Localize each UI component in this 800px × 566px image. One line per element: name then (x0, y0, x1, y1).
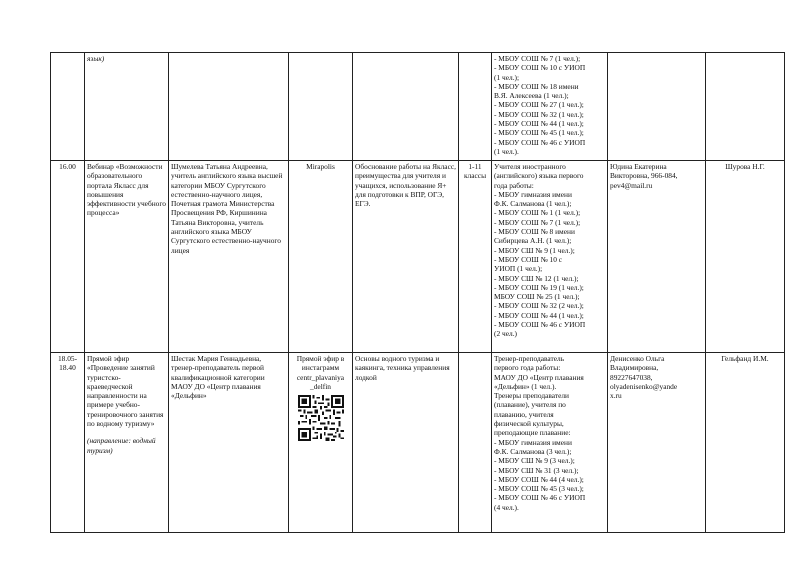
participant-line: - МБОУ гимназия имени (494, 437, 572, 447)
platform-cell (289, 353, 353, 533)
participant-line: Ф.К. Салманова (3 чел.); (494, 446, 572, 456)
table-row (51, 161, 785, 353)
participant-line: первого года работы: (494, 363, 561, 373)
grade-cell (459, 161, 492, 353)
participant-line: - МБОУ СОШ № 44 (4 чел.); (494, 474, 584, 484)
contact-cell (608, 161, 706, 353)
platform-text: _delfin (310, 381, 331, 391)
participant-line: (1 чел.); (494, 72, 520, 82)
contact-cell (608, 353, 706, 533)
participant-line: - МБОУ СШ № 9 (3 чел.); (494, 456, 575, 466)
table-row (51, 353, 785, 533)
event-title: Прямой эфир «Проведение занятий туристско-краеведческой направленности на примере учебно-тренировочного занятия по водному туризму» (87, 354, 164, 429)
participant-line: плаванию, учителя (494, 409, 554, 419)
contact-cell (608, 53, 706, 161)
participant-line: - МБОУ СОШ № 46 с УИОП (494, 137, 586, 147)
participant-line: (английского) языка первого (494, 171, 584, 181)
time-text: 16.00 (59, 162, 76, 171)
speaker-text: Шестак Мария Геннадьевна, тренер-преподаватель первой квалификационной категории МАОУ ДО «Центр плавания «Дельфин» (171, 354, 265, 401)
participant-line: - МБОУ СОШ № 10 с (494, 254, 563, 264)
time-cell (51, 353, 85, 533)
grade-cell (459, 53, 492, 161)
participant-line: - МБОУ СОШ № 19 (1 чел.); (494, 282, 584, 292)
participant-line: - МБОУ СОШ № 1 (1 чел.); (494, 208, 581, 218)
participant-line: - МБОУ СОШ № 7 (1 чел.); (494, 54, 581, 63)
participant-line: (плавание), учителя по (494, 400, 566, 410)
participant-line: - МБОУ СОШ № 8 имени (494, 227, 575, 237)
responsible-cell (706, 353, 785, 533)
participant-line: - МБОУ СОШ № 45 (1 чел.); (494, 128, 584, 138)
participant-line: Сибирцева А.Н. (1 чел.); (494, 236, 572, 246)
participant-line: (2 чел.) (494, 329, 517, 339)
time-cell (51, 53, 85, 161)
participant-line: - МБОУ СШ № 9 (1 чел.); (494, 245, 575, 255)
participant-line: Тренер-преподаватель (494, 354, 565, 363)
responsible-text: Шурова Н.Г. (725, 162, 765, 171)
participant-line: МАОУ ДО «Центр плавания (494, 372, 584, 382)
table-row (51, 53, 785, 161)
participant-line: - МБОУ СОШ № 32 (2 чел.); (494, 301, 584, 311)
participant-line: В.Я. Алексеева (1 чел.); (494, 91, 569, 101)
participant-line: - МБОУ СОШ № 44 (1 чел.); (494, 310, 584, 320)
event-tail-text: язык) (87, 54, 105, 63)
grade-text: 1-11 классы (463, 162, 487, 181)
speaker-cell (169, 161, 289, 353)
participant-line: преподающие плавание: (494, 428, 571, 438)
participant-line: - МБОУ гимназия имени (494, 189, 572, 199)
platform-text: инстаграмм (301, 363, 340, 373)
grade-cell (459, 353, 492, 533)
participants-cell (492, 161, 608, 353)
participant-line: - МБОУ СОШ № 46 с УИОП (494, 493, 586, 503)
platform-cell (289, 53, 353, 161)
topic-cell (353, 353, 459, 533)
platform-text: Mirapolis (306, 162, 335, 171)
time-text: 18.05- (57, 354, 78, 363)
topic-text: Обоснование работы на Якласс, преимущества для учителя и учащихся, использование Я+ для подготовки к ВПР, ОГЭ, ЕГЭ. (355, 162, 456, 209)
speaker-text: Шумелева Татьяна Андреевна, учитель английского языка высшей категории МБОУ Сургутского естественно-научного лицея, Почетная грамота Министерства Просвещения РФ, Киршинина Татьяна Викторовна, учитель английского языка МБОУ Сургутского естественно-научного лицея (171, 162, 283, 255)
platform-cell (289, 161, 353, 353)
participant-line: Учителя иностранного (494, 162, 566, 171)
event-title: Вебинар «Возможности образовательного портала Якласс для повышения эффективности учебного процесса» (87, 162, 166, 218)
platform-text: Прямой эфир в (296, 354, 345, 363)
participants-cell (492, 53, 608, 161)
participant-line: (1 чел.). (494, 146, 519, 156)
participant-line: «Дельфин» (1 чел.). (494, 381, 557, 391)
qr-code-icon (298, 395, 344, 441)
participant-line: МБОУ СОШ № 25 (1 чел.); (494, 292, 580, 302)
event-cell (85, 353, 169, 533)
participant-line: Тренеры преподаватели (494, 391, 569, 401)
participants-cell (492, 353, 608, 533)
contact-text: Денисенко Ольга (610, 354, 665, 363)
participant-line: - МБОУ СОШ № 44 (1 чел.); (494, 119, 584, 129)
schedule-table (50, 52, 785, 533)
topic-cell (353, 161, 459, 353)
event-direction-note: (направление: водный туризм) (87, 436, 156, 455)
participant-line: - МБОУ СОШ № 7 (1 чел.); (494, 217, 581, 227)
responsible-text: Гельфанд И.М. (721, 354, 769, 363)
event-cell (85, 161, 169, 353)
participant-line: - МБОУ СОШ № 45 (3 чел.); (494, 484, 584, 494)
contact-text: 89227647038, (610, 372, 653, 382)
speaker-cell (169, 353, 289, 533)
responsible-cell (706, 161, 785, 353)
participant-line: - МБОУ СШ № 12 (1 чел.); (494, 273, 579, 283)
time-cell (51, 161, 85, 353)
participant-line: - МБОУ СОШ № 46 с УИОП (494, 320, 586, 330)
time-text: 18.40 (59, 363, 76, 373)
topic-text: Основы водного туризма и каякинга, техника управления лодкой (355, 354, 450, 382)
contact-email[interactable]: x.ru (610, 391, 622, 401)
participant-line: физической культуры, (494, 419, 564, 429)
participant-line: года работы: (494, 180, 534, 190)
participant-line: - МБОУ СОШ № 18 имени (494, 81, 579, 91)
contact-email[interactable]: olyadenisenko@yande (610, 381, 678, 391)
participant-line: - МБОУ СОШ № 10 с УИОП (494, 63, 586, 73)
participant-line: (4 чел.). (494, 502, 519, 512)
contact-text: Юдина Екатерина Викторовна, 966-084, pev4@mail.ru (610, 162, 678, 190)
topic-cell (353, 53, 459, 161)
speaker-cell (169, 53, 289, 161)
responsible-cell (706, 53, 785, 161)
participant-line: - МБОУ СОШ № 32 (1 чел.); (494, 109, 584, 119)
event-cell (85, 53, 169, 161)
participant-line: УИОП (1 чел.); (494, 264, 543, 274)
platform-text: centr_plavaniya (296, 372, 345, 382)
participant-line: Ф.К. Салманова (1 чел.); (494, 199, 572, 209)
participant-line: - МБОУ СШ № 31 (3 чел.); (494, 465, 579, 475)
participant-line: - МБОУ СОШ № 27 (1 чел.); (494, 100, 584, 110)
contact-text: Владимировна, (610, 363, 659, 373)
